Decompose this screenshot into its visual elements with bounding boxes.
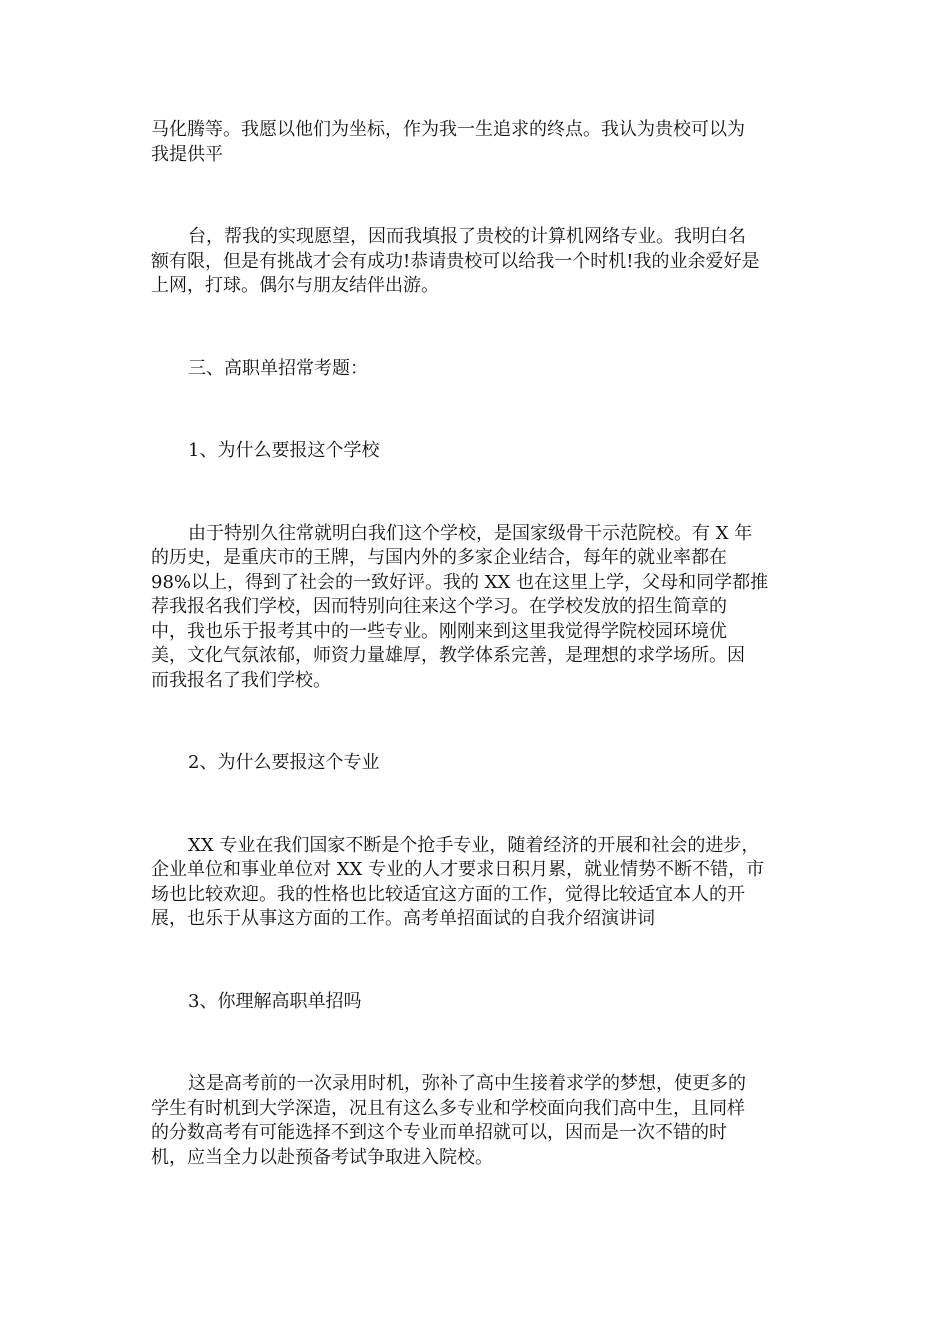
text-line: 上网，打球。偶尔与朋友结伴出游。 — [151, 275, 439, 296]
text-line: 额有限，但是有挑战才会有成功!恭请贵校可以给我一个时机!我的业余爱好是 — [151, 250, 760, 272]
text-line: 由于特别久往常就明白我们这个学校，是国家级骨干示范院校。有 X 年 — [188, 522, 753, 544]
text-line: 机，应当全力以赴预备考试争取进入院校。 — [151, 1146, 493, 1168]
text-line: 台，帮我的实现愿望，因而我填报了贵校的计算机网络专业。我明白名 — [188, 226, 746, 247]
text-line: 98%以上，得到了社会的一致好评。我的 XX 也在这里上学，父母和同学都推 — [151, 571, 769, 593]
text-line: 2、为什么要报这个专业 — [188, 752, 380, 773]
text-line: 的分数高考有可能选择不到这个专业而单招就可以，因而是一次不错的时 — [151, 1122, 727, 1143]
text-line: 企业单位和事业单位对 XX 专业的人才要求日积月累，就业情势不断不错，市 — [151, 859, 765, 880]
text-line: 学生有时机到大学深造，况且有这么多专业和学校面向我们高中生，且同样 — [151, 1097, 745, 1119]
question-heading-1 — [151, 439, 801, 464]
text-line: 的历史，是重庆市的王牌，与国内外的多家企业结合，每年的就业率都在 — [151, 547, 727, 568]
section-heading — [151, 357, 801, 382]
question-heading-2 — [151, 751, 801, 776]
text-line: 美，文化气氛浓郁，师资力量雄厚，教学体系完善，是理想的求学场所。因 — [151, 645, 745, 666]
text-line: 马化腾等。我愿以他们为坐标，作为我一生追求的终点。我认为贵校可以为 — [151, 119, 745, 140]
text-line: 3、你理解高职单招吗 — [188, 990, 362, 1012]
text-line: 而我报名了我们学校。 — [151, 669, 331, 691]
answer-paragraph-3 — [151, 1072, 801, 1170]
text-line: 这是高考前的一次录用时机，弥补了高中生接着求学的梦想，使更多的 — [188, 1073, 746, 1094]
text-line: 中，我也乐于报考其中的一些专业。刚刚来到这里我觉得学院校园环境优 — [151, 620, 727, 642]
text-line: 场也比较欢迎。我的性格也比较适宜这方面的工作，觉得比较适宜本人的开 — [151, 883, 745, 905]
answer-paragraph-2 — [151, 834, 801, 932]
answer-paragraph-1 — [151, 522, 801, 694]
text-line: 展，也乐于从事这方面的工作。高考单招面试的自我介绍演讲词 — [151, 908, 655, 929]
text-line: 三、高职单招常考题： — [188, 357, 368, 379]
text-line: XX 专业在我们国家不断是个抢手专业，随着经济的开展和社会的进步， — [188, 834, 760, 856]
document-body — [151, 118, 801, 1170]
text-line: 我提供平 — [151, 143, 223, 165]
question-heading-3 — [151, 990, 801, 1015]
paragraph-application — [151, 225, 801, 299]
paragraph-continuation — [151, 118, 801, 167]
text-line: 1、为什么要报这个学校 — [188, 440, 380, 461]
text-line: 荐我报名我们学校，因而特别向往来这个学习。在学校发放的招生简章的 — [151, 596, 727, 617]
